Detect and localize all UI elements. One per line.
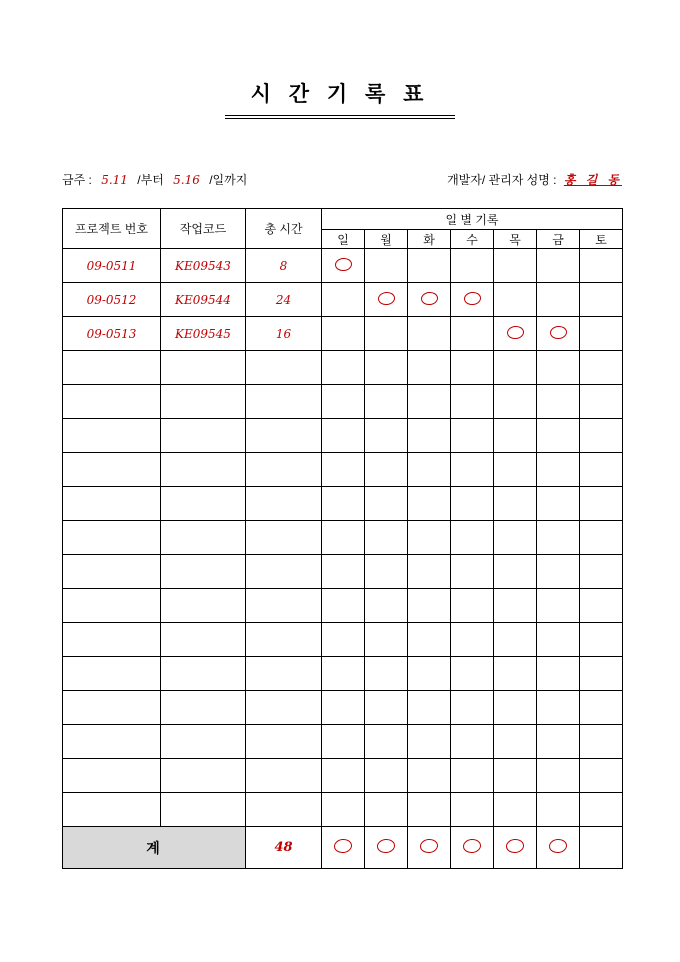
empty-cell (246, 657, 322, 691)
empty-cell (365, 759, 408, 793)
header-day-3: 수 (451, 230, 494, 249)
empty-cell (63, 759, 161, 793)
week-to-label: /일까지 (209, 173, 248, 187)
empty-cell (537, 623, 580, 657)
empty-cell (161, 419, 246, 453)
page-title: 시 간 기 록 표 (225, 78, 456, 119)
day-mark-cell (537, 249, 580, 283)
empty-cell (365, 385, 408, 419)
work-code-cell: KE09544 (161, 283, 246, 317)
total-hours-cell: 24 (246, 283, 322, 317)
empty-cell (580, 385, 623, 419)
empty-cell (246, 487, 322, 521)
empty-cell (246, 521, 322, 555)
table-row-empty (63, 419, 623, 453)
table-row-empty (63, 521, 623, 555)
day-mark-cell (537, 317, 580, 351)
empty-cell (408, 453, 451, 487)
o-mark-icon (333, 838, 352, 854)
empty-cell (322, 453, 365, 487)
day-mark-cell (365, 249, 408, 283)
empty-cell (322, 691, 365, 725)
empty-cell (494, 793, 537, 827)
empty-cell (408, 589, 451, 623)
table-row (63, 317, 623, 351)
o-mark-icon (419, 838, 438, 854)
empty-cell (537, 453, 580, 487)
empty-cell (537, 725, 580, 759)
empty-cell (580, 793, 623, 827)
project-number-cell: 09-0513 (63, 317, 161, 351)
empty-cell (161, 351, 246, 385)
empty-cell (322, 521, 365, 555)
empty-cell (537, 385, 580, 419)
empty-cell (63, 589, 161, 623)
empty-cell (494, 725, 537, 759)
project-number-cell: 09-0511 (63, 249, 161, 283)
day-mark-cell (408, 317, 451, 351)
table-row-empty (63, 351, 623, 385)
table-row-empty (63, 453, 623, 487)
empty-cell (408, 725, 451, 759)
empty-cell (580, 419, 623, 453)
empty-cell (451, 351, 494, 385)
day-mark-cell (365, 317, 408, 351)
empty-cell (537, 555, 580, 589)
project-number-cell: 09-0512 (63, 283, 161, 317)
day-mark-cell (451, 249, 494, 283)
empty-cell (246, 691, 322, 725)
empty-cell (161, 521, 246, 555)
empty-cell (246, 385, 322, 419)
empty-cell (494, 555, 537, 589)
empty-cell (63, 623, 161, 657)
empty-cell (161, 759, 246, 793)
day-mark-cell (494, 249, 537, 283)
empty-cell (161, 793, 246, 827)
grand-total-hours-cell: 48 (246, 827, 322, 869)
empty-cell (408, 419, 451, 453)
empty-cell (63, 453, 161, 487)
table-row-empty (63, 657, 623, 691)
empty-cell (494, 453, 537, 487)
empty-cell (322, 657, 365, 691)
day-mark-cell (365, 283, 408, 317)
o-mark-icon (462, 838, 481, 854)
day-mark-cell (322, 249, 365, 283)
empty-cell (537, 419, 580, 453)
empty-cell (322, 419, 365, 453)
table-row-empty (63, 691, 623, 725)
empty-cell (322, 487, 365, 521)
header-work-code: 작업코드 (161, 209, 246, 249)
empty-cell (408, 555, 451, 589)
table-row-empty (63, 725, 623, 759)
o-mark-icon (548, 838, 567, 854)
empty-cell (63, 419, 161, 453)
empty-cell (580, 487, 623, 521)
empty-cell (161, 589, 246, 623)
empty-cell (365, 657, 408, 691)
empty-cell (494, 351, 537, 385)
empty-cell (365, 453, 408, 487)
empty-cell (365, 589, 408, 623)
empty-cell (161, 691, 246, 725)
empty-cell (537, 589, 580, 623)
empty-cell (365, 793, 408, 827)
table-row-empty (63, 487, 623, 521)
empty-cell (161, 385, 246, 419)
empty-cell (161, 453, 246, 487)
empty-cell (580, 725, 623, 759)
day-mark-cell (322, 283, 365, 317)
empty-cell (63, 793, 161, 827)
empty-cell (580, 351, 623, 385)
empty-cell (580, 759, 623, 793)
empty-cell (365, 725, 408, 759)
header-daily-record: 일 별 기록 (322, 209, 623, 230)
empty-cell (494, 691, 537, 725)
empty-cell (63, 657, 161, 691)
empty-cell (537, 521, 580, 555)
day-mark-cell (580, 249, 623, 283)
o-mark-icon (549, 325, 567, 340)
empty-cell (365, 351, 408, 385)
total-hours-cell: 16 (246, 317, 322, 351)
week-line (62, 171, 247, 188)
empty-cell (494, 657, 537, 691)
table-row (63, 249, 623, 283)
empty-cell (322, 759, 365, 793)
empty-cell (246, 351, 322, 385)
empty-cell (161, 657, 246, 691)
day-mark-cell (322, 317, 365, 351)
day-mark-cell (451, 827, 494, 869)
empty-cell (408, 691, 451, 725)
header-day-5: 금 (537, 230, 580, 249)
empty-cell (408, 351, 451, 385)
empty-cell (365, 623, 408, 657)
o-mark-icon (420, 291, 438, 306)
empty-cell (322, 623, 365, 657)
day-mark-cell (537, 827, 580, 869)
empty-cell (246, 725, 322, 759)
empty-cell (537, 657, 580, 691)
empty-cell (451, 793, 494, 827)
empty-cell (408, 657, 451, 691)
empty-cell (451, 385, 494, 419)
day-mark-cell (451, 283, 494, 317)
empty-cell (322, 555, 365, 589)
empty-cell (408, 385, 451, 419)
day-mark-cell (494, 827, 537, 869)
empty-cell (537, 351, 580, 385)
empty-cell (580, 453, 623, 487)
signer-line (447, 171, 622, 188)
signer-label: 개발자/ 관리자 성명 : (447, 173, 557, 187)
signer-name: 홍 길 동 (563, 173, 622, 187)
empty-cell (408, 623, 451, 657)
empty-cell (322, 793, 365, 827)
empty-cell (451, 725, 494, 759)
empty-cell (494, 487, 537, 521)
header-day-4: 목 (494, 230, 537, 249)
empty-cell (451, 521, 494, 555)
work-code-cell: KE09545 (161, 317, 246, 351)
empty-cell (161, 725, 246, 759)
header-day-0: 일 (322, 230, 365, 249)
empty-cell (451, 453, 494, 487)
title-wrap (0, 0, 680, 119)
empty-cell (63, 725, 161, 759)
table-row (63, 283, 623, 317)
empty-cell (63, 555, 161, 589)
week-to-value: 5.16 (173, 173, 200, 187)
o-mark-icon (463, 291, 481, 306)
empty-cell (494, 589, 537, 623)
day-mark-cell (494, 317, 537, 351)
empty-cell (451, 657, 494, 691)
week-from-label: /부터 (137, 173, 164, 187)
total-row (63, 827, 623, 869)
empty-cell (365, 691, 408, 725)
day-mark-cell (408, 283, 451, 317)
empty-cell (161, 623, 246, 657)
header-day-2: 화 (408, 230, 451, 249)
empty-cell (451, 759, 494, 793)
day-mark-cell (494, 283, 537, 317)
header-total-hours: 총 시간 (246, 209, 322, 249)
empty-cell (408, 487, 451, 521)
meta-row (62, 171, 622, 188)
empty-cell (365, 555, 408, 589)
empty-cell (451, 487, 494, 521)
day-mark-cell (537, 283, 580, 317)
empty-cell (408, 793, 451, 827)
o-mark-icon (377, 291, 395, 306)
table-row-empty (63, 555, 623, 589)
empty-cell (537, 759, 580, 793)
day-mark-cell (408, 249, 451, 283)
empty-cell (494, 521, 537, 555)
week-prefix-label: 금주 : (62, 173, 92, 187)
day-mark-cell (580, 827, 623, 869)
empty-cell (246, 419, 322, 453)
empty-cell (246, 793, 322, 827)
empty-cell (322, 589, 365, 623)
day-mark-cell (322, 827, 365, 869)
empty-cell (494, 623, 537, 657)
empty-cell (580, 623, 623, 657)
empty-cell (63, 487, 161, 521)
total-hours-cell: 8 (246, 249, 322, 283)
empty-cell (63, 691, 161, 725)
header-project-number: 프로젝트 번호 (63, 209, 161, 249)
empty-cell (580, 555, 623, 589)
empty-cell (537, 487, 580, 521)
empty-cell (494, 385, 537, 419)
total-label-cell: 계 (63, 827, 246, 869)
table-row-empty (63, 623, 623, 657)
empty-cell (408, 759, 451, 793)
empty-cell (365, 419, 408, 453)
empty-cell (451, 589, 494, 623)
empty-cell (580, 521, 623, 555)
empty-cell (322, 351, 365, 385)
empty-cell (63, 351, 161, 385)
empty-cell (246, 623, 322, 657)
empty-cell (451, 691, 494, 725)
timesheet-table (62, 208, 623, 869)
empty-cell (537, 691, 580, 725)
table-row-empty (63, 385, 623, 419)
empty-cell (365, 487, 408, 521)
empty-cell (580, 589, 623, 623)
empty-cell (451, 623, 494, 657)
o-mark-icon (376, 838, 395, 854)
empty-cell (451, 419, 494, 453)
day-mark-cell (451, 317, 494, 351)
empty-cell (161, 555, 246, 589)
empty-cell (365, 521, 408, 555)
empty-cell (494, 759, 537, 793)
empty-cell (246, 453, 322, 487)
o-mark-icon (334, 257, 352, 272)
header-day-1: 월 (365, 230, 408, 249)
empty-cell (537, 793, 580, 827)
day-mark-cell (580, 317, 623, 351)
table-row-empty (63, 589, 623, 623)
empty-cell (246, 555, 322, 589)
empty-cell (322, 385, 365, 419)
day-mark-cell (408, 827, 451, 869)
o-mark-icon (506, 325, 524, 340)
empty-cell (580, 691, 623, 725)
empty-cell (246, 759, 322, 793)
empty-cell (246, 589, 322, 623)
empty-cell (63, 521, 161, 555)
header-day-6: 토 (580, 230, 623, 249)
day-mark-cell (580, 283, 623, 317)
empty-cell (451, 555, 494, 589)
table-row-empty (63, 759, 623, 793)
empty-cell (494, 419, 537, 453)
o-mark-icon (505, 838, 524, 854)
week-from-value: 5.11 (101, 173, 128, 187)
empty-cell (408, 521, 451, 555)
empty-cell (322, 725, 365, 759)
work-code-cell: KE09543 (161, 249, 246, 283)
empty-cell (161, 487, 246, 521)
table-row-empty (63, 793, 623, 827)
empty-cell (63, 385, 161, 419)
day-mark-cell (365, 827, 408, 869)
empty-cell (580, 657, 623, 691)
